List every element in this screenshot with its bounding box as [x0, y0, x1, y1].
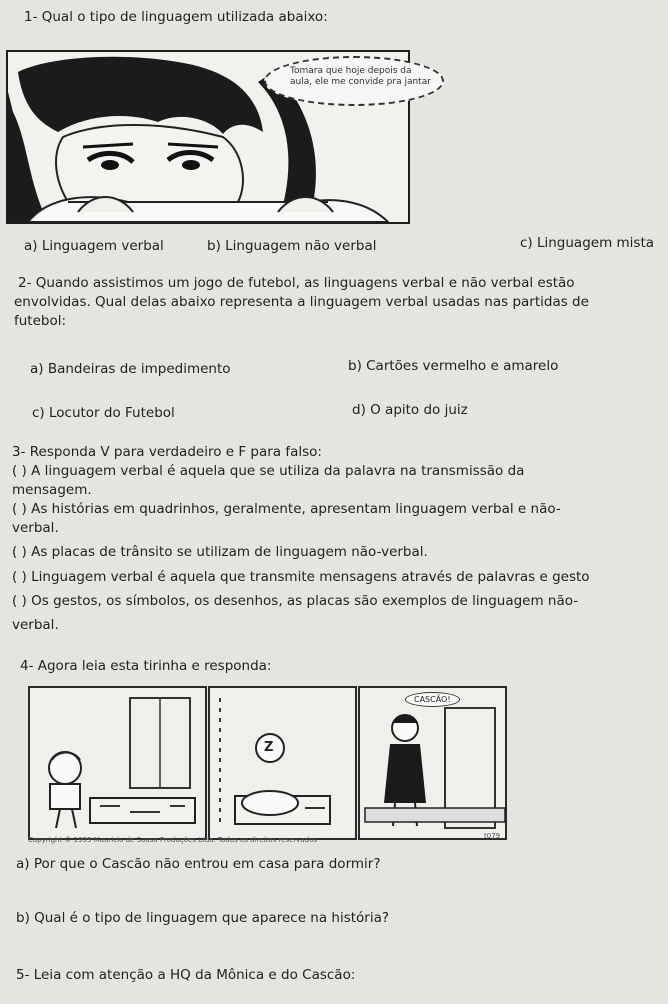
q3-item-1: ( ) A linguagem verbal é aquela que se utiliza da palavra na transmissão da [12, 463, 525, 479]
q1-option-a: a) Linguagem verbal [24, 238, 164, 254]
q2-text-line2: envolvidas. Qual delas abaixo representa a linguagem verbal usadas nas partidas de [14, 294, 589, 310]
q2-option-d: d) O apito do juiz [352, 402, 468, 418]
q3-item-5-cont: verbal. [12, 617, 59, 633]
q4-question-b: b) Qual é o tipo de linguagem que aparece na história? [16, 910, 390, 926]
q1-option-c: c) Linguagem mista [520, 235, 655, 251]
q2-option-b: b) Cartões vermelho e amarelo [348, 358, 559, 374]
q4-question-a: a) Por que o Cascão não entrou em casa para dormir? [16, 856, 381, 872]
speech-bubble: Tomara que hoje depois da aula, ele me convide pra jantar [264, 56, 444, 106]
q2-option-a: a) Bandeiras de impedimento [30, 361, 231, 377]
comic-strip [28, 686, 508, 846]
q4-title: 4- Agora leia esta tirinha e responda: [20, 658, 272, 674]
strip-speech-bubble: CASCÃO! [405, 692, 460, 707]
q3-item-2-cont: verbal. [12, 520, 59, 536]
question-1-title: 1- Qual o tipo de linguagem utilizada abaixo: [24, 9, 328, 25]
q3-item-5: ( ) Os gestos, os símbolos, os desenhos, as placas são exemplos de linguagem não- [12, 593, 579, 609]
comic-image-woman [6, 50, 431, 224]
q1-option-b: b) Linguagem não verbal [207, 238, 377, 254]
q3-item-3: ( ) As placas de trânsito se utilizam de linguagem não-verbal. [12, 544, 428, 560]
q3-item-4: ( ) Linguagem verbal é aquela que transmite mensagens através de palavras e gesto [12, 569, 590, 585]
strip-copyright: Copyright © 1999 Mauricio de Sousa Produções Ltda. Todos os direitos reservados [28, 836, 318, 844]
strip-panel-3 [358, 686, 507, 840]
strip-panel-1 [28, 686, 207, 840]
q3-item-1-cont: mensagem. [12, 482, 92, 498]
q3-title: 3- Responda V para verdadeiro e F para falso: [12, 444, 322, 460]
q3-item-2: ( ) As histórias em quadrinhos, geralmente, apresentam linguagem verbal e não- [12, 501, 561, 517]
zzz-letter: Z [264, 740, 274, 755]
q5-title: 5- Leia com atenção a HQ da Mônica e do Cascão: [16, 967, 356, 983]
strip-code: t079 [484, 832, 501, 840]
q2-text-line1: 2- Quando assistimos um jogo de futebol, as linguagens verbal e não verbal estão [18, 275, 575, 291]
q2-option-c: c) Locutor do Futebol [32, 405, 175, 421]
q2-text-line3: futebol: [14, 313, 67, 329]
strip-panel-2 [208, 686, 357, 840]
